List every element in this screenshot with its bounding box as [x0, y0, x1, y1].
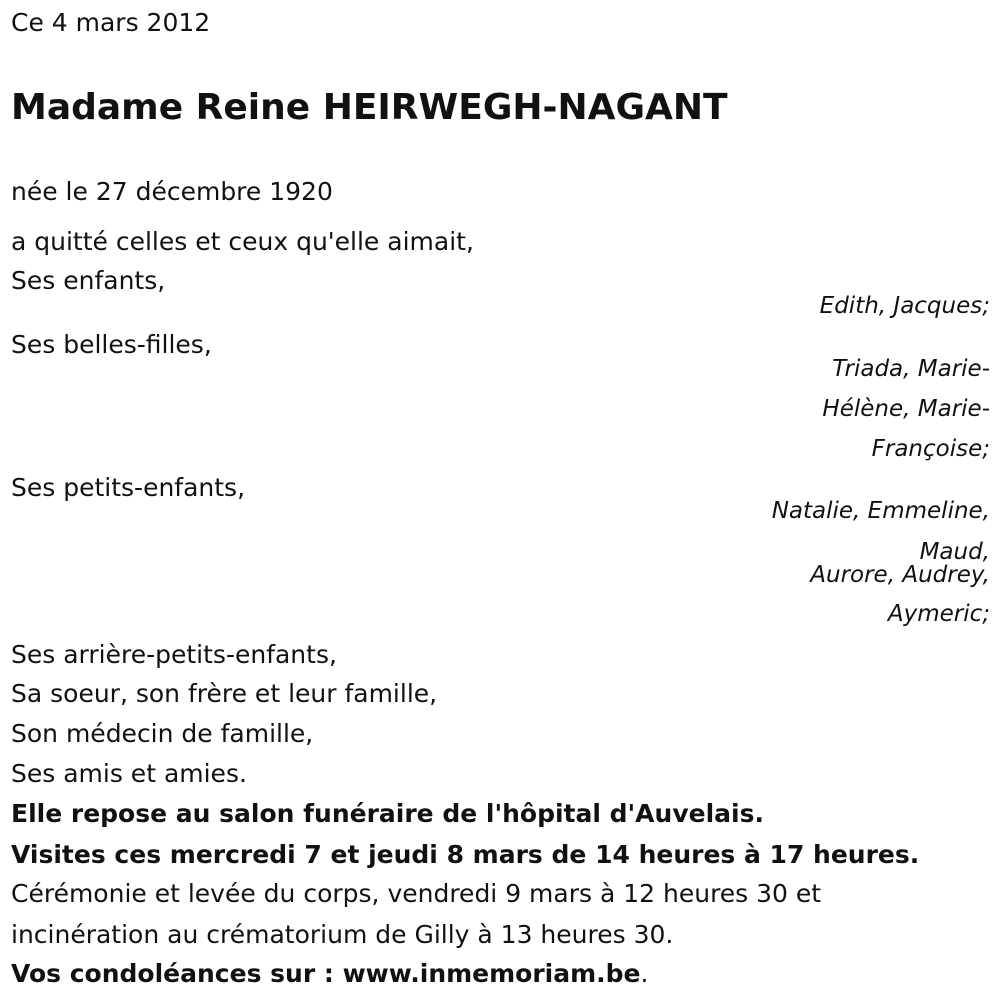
grandchildren-name-line: Natalie, Emmeline, [771, 498, 990, 524]
daughters-in-law-label: Ses belles-filles, [11, 330, 212, 359]
notice-date: Ce 4 mars 2012 [11, 8, 211, 37]
grandchildren-label: Ses petits-enfants, [11, 473, 246, 502]
ceremony-line: Cérémonie et levée du corps, vendredi 9 mars à 12 heures 30 et [11, 879, 822, 908]
children-names: Edith, Jacques; [819, 293, 990, 319]
condolences-period: . [640, 959, 649, 988]
visits-line: Visites ces mercredi 7 et jeudi 8 mars de 14 heures à 17 heures. [11, 840, 920, 869]
condolences-link[interactable]: Vos condoléances sur : www.inmemoriam.be [11, 959, 641, 988]
grandchildren-name-line: Aurore, Audrey, [810, 562, 990, 588]
daughters-in-law-name-line: Hélène, Marie- [822, 396, 990, 422]
birth-line: née le 27 décembre 1920 [11, 177, 333, 206]
daughters-in-law-name-line: Triada, Marie- [832, 356, 990, 382]
children-label: Ses enfants, [11, 266, 166, 295]
rest-place-line: Elle repose au salon funéraire de l'hôpital d'Auvelais. [11, 799, 764, 828]
siblings-line: Sa soeur, son frère et leur famille, [11, 679, 438, 708]
grandchildren-name-line: Aymeric; [887, 601, 990, 627]
doctor-line: Son médecin de famille, [11, 719, 314, 748]
ceremony-line: incinération au crématorium de Gilly à 13 heures 30. [11, 920, 674, 949]
condolences-line [11, 959, 648, 989]
great-grandchildren-line: Ses arrière-petits-enfants, [11, 640, 337, 669]
deceased-name: Madame Reine HEIRWEGH-NAGANT [11, 87, 728, 128]
daughters-in-law-name-line: Françoise; [871, 436, 990, 462]
departure-line: a quitté celles et ceux qu'elle aimait, [11, 227, 474, 256]
grandchildren-name-line: Maud, [919, 539, 990, 565]
friends-line: Ses amis et amies. [11, 759, 247, 788]
